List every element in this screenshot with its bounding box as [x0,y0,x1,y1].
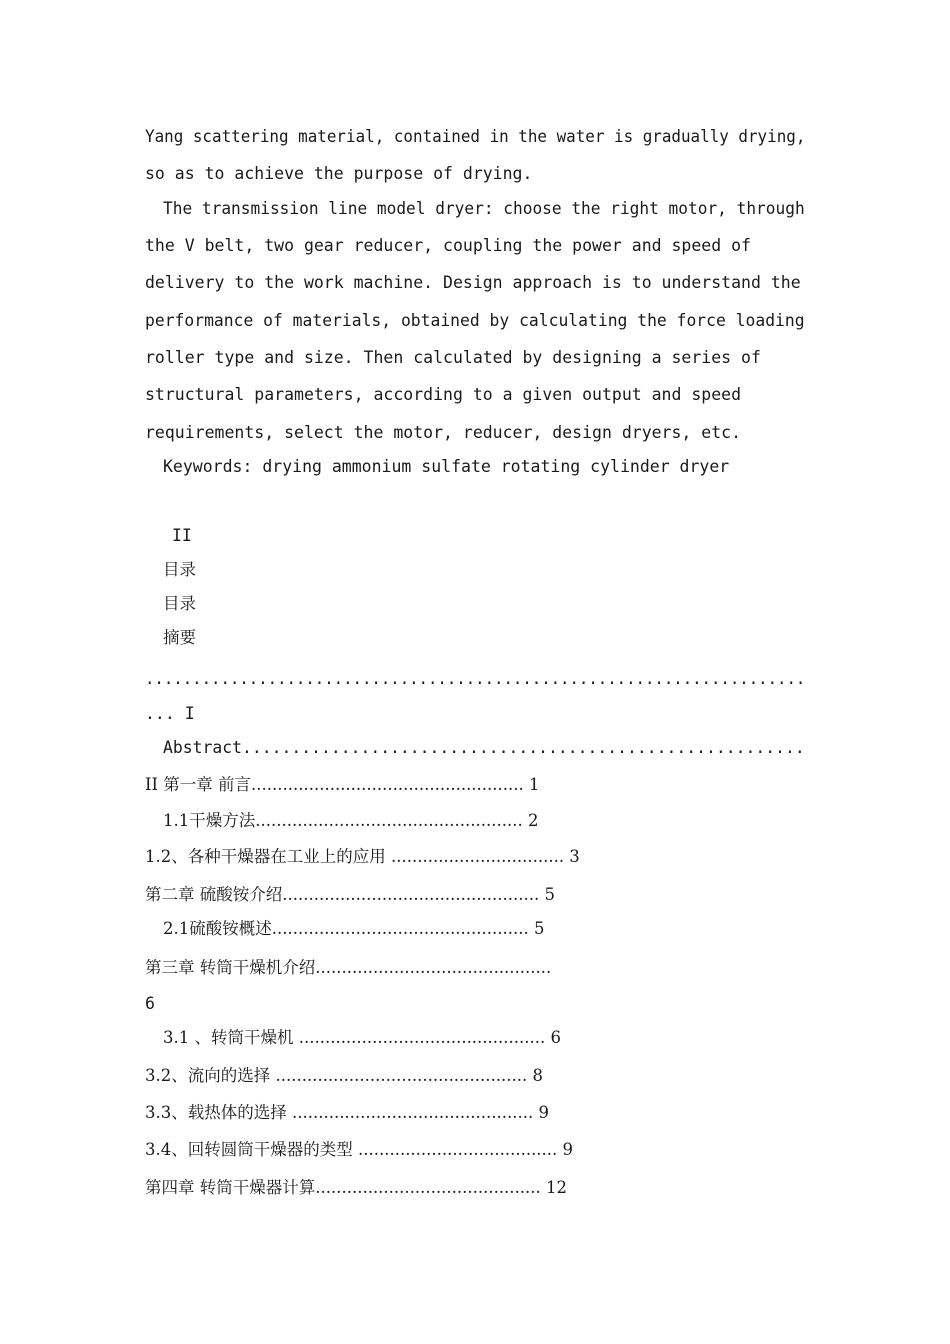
toc-entry: 第二章 硫酸铵介绍................................................. 5 [145,885,555,904]
toc-page-number: 6 [145,994,155,1013]
abstract-line: structural parameters, according to a given output and speed [145,385,742,404]
toc-entry: 2.1硫酸铵概述................................................. 5 [163,919,545,938]
abstract-line: The transmission line model dryer: choose the right motor, through [163,199,805,218]
toc-dot-leader: ...................................................................... [145,669,806,688]
toc-entry: 第四章 转筒干燥器计算........................................... 12 [145,1178,568,1197]
toc-entry: Abstract......................................................... [163,738,805,757]
abstract-line: delivery to the work machine. Design approach is to understand the [145,273,801,292]
toc-entry: 3.1 、转筒干燥机 ............................................... 6 [163,1028,561,1047]
toc-entry: 1.1干燥方法................................................... 2 [163,811,539,830]
abstract-line: the V belt, two gear reducer, coupling the power and speed of [145,236,751,255]
abstract-line: so as to achieve the purpose of drying. [145,164,533,183]
toc-entry: ... I [145,704,195,723]
toc-heading: 目录 [163,594,196,613]
abstract-line: performance of materials, obtained by calculating the force loading [145,311,805,330]
toc-entry: II 第一章 前言.................................................... 1 [145,775,540,794]
abstract-line: Yang scattering material, contained in the water is gradually drying, [145,127,806,146]
toc-entry: 第三章 转筒干燥机介绍............................................. [145,958,552,977]
toc-entry: 3.2、流向的选择 ................................................ 8 [145,1066,543,1085]
toc-entry: 摘要 [163,628,196,647]
abstract-line: requirements, select the motor, reducer, design dryers, etc. [145,423,742,442]
toc-entry: 3.4、回转圆筒干燥器的类型 ...................................... 9 [145,1140,574,1159]
toc-entry: 3.3、载热体的选择 .............................................. 9 [145,1103,549,1122]
toc-entry: 1.2、各种干燥器在工业上的应用 ................................. 3 [145,847,580,866]
page-number: II [172,526,192,545]
toc-heading: 目录 [163,560,196,579]
abstract-line: roller type and size. Then calculated by designing a series of [145,348,761,367]
keywords-line: Keywords: drying ammonium sulfate rotating cylinder dryer [163,457,730,476]
